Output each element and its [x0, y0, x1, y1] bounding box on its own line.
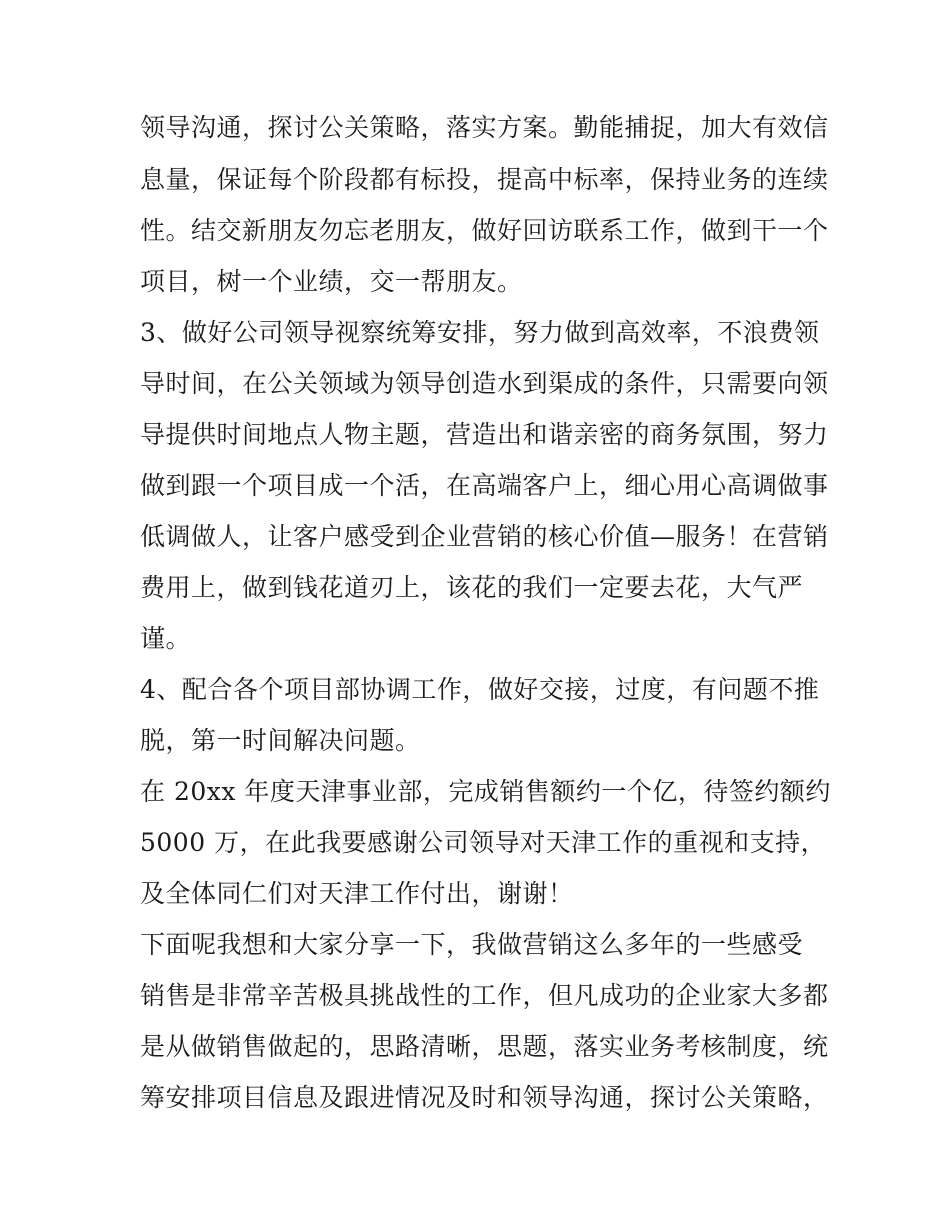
text-line: 项目，树一个业绩，交一帮朋友。	[140, 267, 523, 296]
text-line: 导时间，在公关领域为领导创造水到渠成的条件，只需要向领	[140, 369, 829, 398]
text-line: 息量，保证每个阶段都有标投，提高中标率，保持业务的连续	[140, 165, 829, 194]
text-line: 费用上，做到钱花道刃上，该花的我们一定要去花，大气严	[140, 573, 804, 602]
text-line: 下面呢我想和大家分享一下，我做营销这么多年的一些感受	[140, 930, 804, 959]
text-line: 脱，第一时间解决问题。	[140, 726, 421, 755]
text-line: 在 20xx 年度天津事业部，完成销售额约一个亿，待签约额约	[140, 777, 831, 806]
text-line: 4、配合各个项目部协调工作，做好交接，过度，有问题不推	[140, 675, 820, 704]
text-line: 性。结交新朋友勿忘老朋友，做好回访联系工作，做到干一个	[140, 216, 829, 245]
text-line: 是从做销售做起的，思路清晰，思题，落实业务考核制度，统	[140, 1032, 829, 1061]
text-line: 销售是非常辛苦极具挑战性的工作，但凡成功的企业家大多都	[140, 981, 829, 1010]
text-line: 3、做好公司领导视察统筹安排，努力做到高效率，不浪费领	[140, 318, 820, 347]
text-line: 筹安排项目信息及跟进情况及时和领导沟通，探讨公关策略，	[140, 1083, 829, 1112]
text-line: 5000 万，在此我要感谢公司领导对天津工作的重视和支持，	[140, 828, 827, 857]
text-line: 谨。	[140, 624, 192, 653]
text-line: 领导沟通，探讨公关策略，落实方案。勤能捕捉，加大有效信	[140, 113, 829, 142]
text-line: 做到跟一个项目成一个活，在高端客户上，细心用心高调做事	[140, 471, 829, 500]
text-line: 及全体同仁们对天津工作付出，谢谢！	[140, 879, 574, 908]
text-line: 低调做人，让客户感受到企业营销的核心价值—服务！在营销	[140, 522, 829, 551]
text-line: 导提供时间地点人物主题，营造出和谐亲密的商务氛围，努力	[140, 420, 829, 449]
